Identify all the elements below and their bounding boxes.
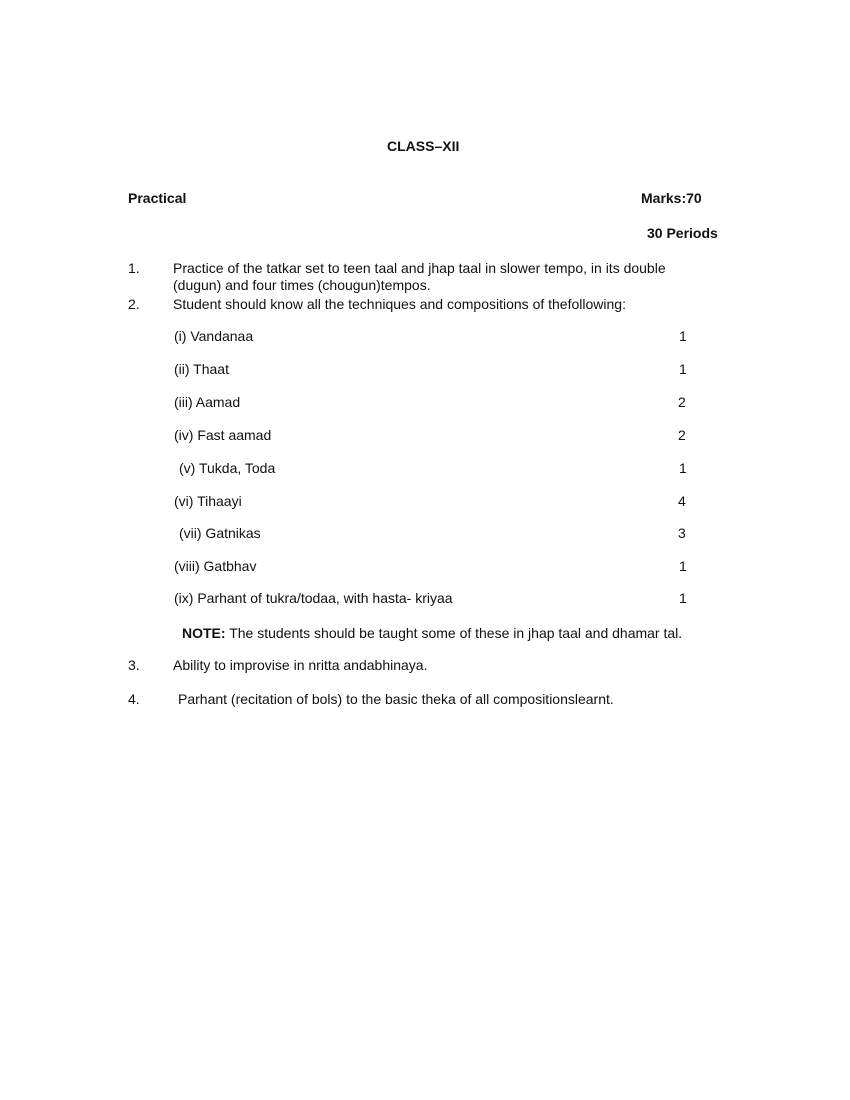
composition-marks: 1 (679, 361, 687, 377)
item-number: 1. (128, 260, 140, 276)
note-label: NOTE: (182, 625, 226, 641)
item-text: Parhant (recitation of bols) to the basic theka of all compositionslearnt. (178, 691, 614, 707)
composition-marks: 1 (679, 328, 687, 344)
composition-marks: 4 (678, 493, 686, 509)
composition-marks: 2 (678, 427, 686, 443)
section-label: Practical (128, 190, 187, 206)
composition-label: (v) Tukda, Toda (179, 460, 276, 476)
note-text: The students should be taught some of these in jhap taal and dhamar tal. (225, 625, 683, 641)
composition-marks: 3 (678, 525, 686, 541)
item-number: 3. (128, 657, 140, 673)
composition-label: (vii) Gatnikas (179, 525, 261, 541)
composition-marks: 2 (678, 394, 686, 410)
composition-label: (ii) Thaat (174, 361, 229, 377)
item-text-continued: (dugun) and four times (chougun)tempos. (173, 277, 431, 293)
item-text: Ability to improvise in nritta andabhinaya. (173, 657, 428, 673)
composition-label: (viii) Gatbhav (174, 558, 257, 574)
item-number: 2. (128, 296, 140, 312)
composition-label: (vi) Tihaayi (174, 493, 242, 509)
composition-marks: 1 (679, 460, 687, 476)
composition-label: (iii) Aamad (174, 394, 241, 410)
marks-label: Marks:70 (641, 190, 702, 206)
composition-label: (ix) Parhant of tukra/todaa, with hasta- kriyaa (174, 590, 453, 606)
composition-marks: 1 (679, 590, 687, 606)
item-text: Practice of the tatkar set to teen taal and jhap taal in slower tempo, in its double (173, 260, 666, 276)
composition-label: (i) Vandanaa (174, 328, 254, 344)
periods-label: 30 Periods (647, 225, 718, 241)
page-title: CLASS–XII (387, 138, 460, 154)
composition-marks: 1 (679, 558, 687, 574)
item-number: 4. (128, 691, 140, 707)
note (182, 625, 682, 641)
item-text: Student should know all the techniques and compositions of thefollowing: (173, 296, 626, 312)
composition-label: (iv) Fast aamad (174, 427, 272, 443)
